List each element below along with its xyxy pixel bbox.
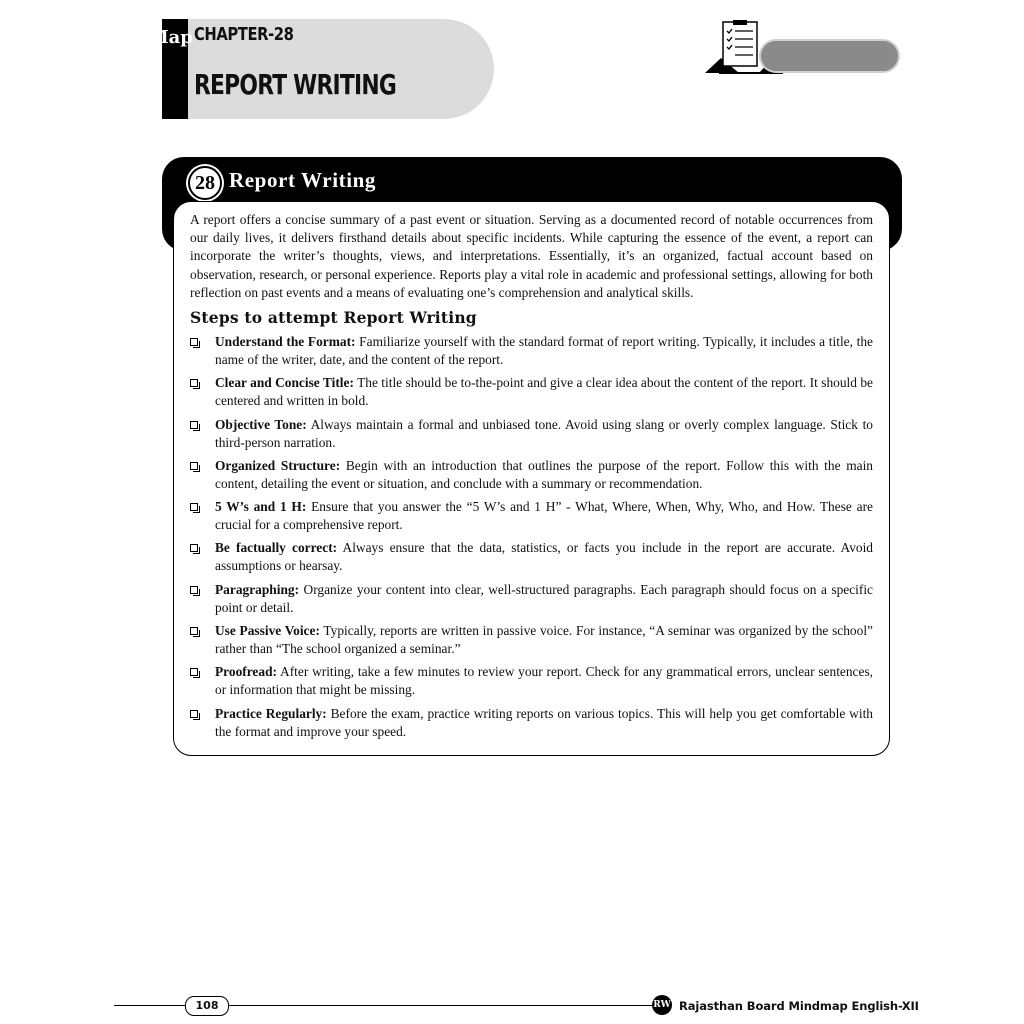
list-item: [190, 581, 873, 622]
list-item: [190, 416, 873, 457]
step-term: Objective Tone:: [215, 416, 307, 432]
step-term: Use Passive Voice:: [215, 623, 320, 639]
list-item: [190, 333, 873, 374]
steps-list: [190, 333, 873, 746]
square-bullet-icon: [190, 710, 198, 718]
step-text: Typically, reports are written in passive voice. For instance, “A seminar was organized by the school” rather than “The school organized a seminar.”: [215, 623, 873, 657]
square-bullet-icon: [190, 462, 198, 470]
step-text: Before the exam, practice writing reports on various topics. This will help you get comfortable with the format and improve your speed.: [215, 705, 873, 739]
step-text: The title should be to-the-point and give a clear idea about the content of the report. It should be centered and written in bold.: [215, 375, 874, 409]
chapter-label: CHAPTER-28: [194, 24, 294, 45]
chapter-title: REPORT WRITING: [194, 68, 396, 101]
steps-heading: Steps to attempt Report Writing: [190, 308, 477, 327]
list-item: [190, 457, 873, 498]
publisher-logo: RW: [652, 995, 672, 1015]
step-term: Practice Regularly:: [215, 705, 327, 721]
step-text: Familiarize yourself with the standard format of report writing. Typically, it includes a title, the name of the writer, date, and the content of the report.: [215, 334, 873, 367]
mind-map-label: Mind Map: [90, 27, 193, 48]
book-title: Rajasthan Board Mindmap English-XII: [679, 999, 919, 1013]
square-bullet-icon: [190, 338, 198, 346]
page-number: 108: [185, 996, 229, 1016]
square-bullet-icon: [190, 627, 198, 635]
square-bullet-icon: [190, 503, 198, 511]
step-term: Proofread:: [215, 664, 277, 680]
square-bullet-icon: [190, 586, 198, 594]
step-text: Begin with an introduction that outlines the purpose of the report. Follow this with the main content, detailing the event or situation, and conclude with a summary or recommendation.: [215, 457, 873, 491]
step-term: Clear and Concise Title:: [215, 375, 354, 391]
section-number-badge: 28: [188, 166, 222, 200]
square-bullet-icon: [190, 668, 198, 676]
step-term: Understand the Format:: [215, 334, 356, 349]
step-text: Organize your content into clear, well-structured paragraphs. Each paragraph should focus on a specific point or detail.: [215, 581, 873, 615]
step-text: After writing, take a few minutes to review your report. Check for any grammatical errors, unclear sentences, or information that might be missing.: [215, 664, 873, 698]
step-text: Ensure that you answer the “5 W’s and 1 H” - What, Where, When, Why, Who, and How. These are crucial for a comprehensive report.: [215, 499, 873, 533]
step-term: Paragraphing:: [215, 581, 300, 597]
list-item: [190, 539, 873, 580]
section-title: Report Writing: [229, 168, 377, 192]
square-bullet-icon: [190, 379, 198, 387]
intro-paragraph: A report offers a concise summary of a past event or situation. Serving as a documented record of notable occurrences from our daily lives, it delivers firsthand details about specific incidents. While capturing the essence of the event, a report can incorporate the writer’s thoughts, views, and interpretations. Essentially, it’s an organized, factual account based on observation, research, or personal experience. Reports play a vital role in academic and professional settings, allowing for both reflection on past events and a means of evaluating one’s comprehension and analytical skills.: [190, 212, 873, 300]
list-item: [190, 705, 873, 746]
step-text: Always maintain a formal and unbiased tone. Avoid using slang or overly complex language. Stick to third-person narration.: [215, 416, 873, 450]
list-item: [190, 663, 873, 704]
square-bullet-icon: [190, 544, 198, 552]
list-item: [190, 374, 873, 415]
list-item: [190, 498, 873, 539]
step-term: Organized Structure:: [215, 457, 341, 473]
step-text: Always ensure that the data, statistics, or facts you include in the report are accurate. Avoid assumptions or hearsay.: [215, 540, 874, 574]
mind-map-tag: [705, 20, 905, 76]
list-item: [190, 622, 873, 663]
mind-map-pill: [759, 39, 900, 73]
step-term: Be factually correct:: [215, 540, 338, 556]
step-term: 5 W’s and 1 H:: [215, 499, 307, 515]
square-bullet-icon: [190, 421, 198, 429]
